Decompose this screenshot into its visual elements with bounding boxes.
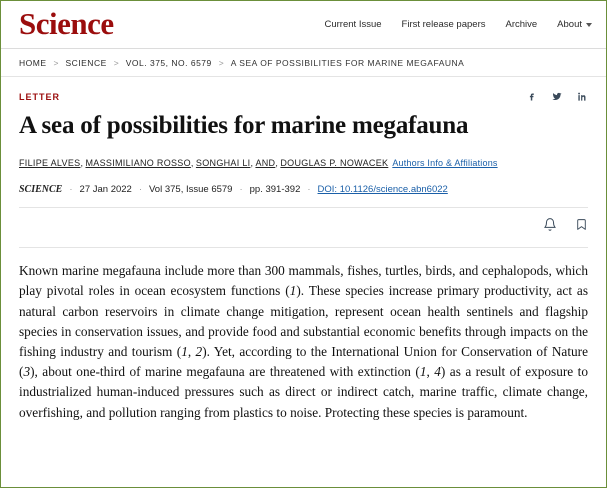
bookmark-icon[interactable] [575, 217, 588, 237]
breadcrumb-separator: > [218, 57, 224, 68]
author-list [19, 157, 588, 171]
meta-separator: · [69, 184, 73, 196]
linkedin-icon[interactable] [577, 91, 588, 102]
breadcrumb-separator: > [53, 57, 59, 68]
author-name[interactable]: DOUGLAS P. NOWACEK [280, 157, 389, 168]
breadcrumb-item-science[interactable]: SCIENCE [65, 57, 107, 68]
article-body-paragraph: Known marine megafauna include more than 300 mammals, fishes, turtles, birds, and cephalopods, which play pivotal roles in ocean ecosystem functions (1). These species increase primary productivity, act as natural carbon reservoirs in climate change mitigation, represent ocean health sentinels and flagship species in conservation issues, and provide food and substantial economic benefits through impacts on the fishing industry and tourism (1, 2). Yet, according to the International Union for Conservation of Nature (3), about one-third of marine megafauna are threatened with extinction (1, 4) as a result of exposure to industrialized human-induced pressures such as direct or indirect catch, marine traffic, climate change, overfishing, and pollution ranging from plastics to noise. Protecting these species is paramount. [19, 263, 589, 420]
breadcrumb-item-current: A SEA OF POSSIBILITIES FOR MARINE MEGAFAUNA [230, 57, 465, 68]
article-header [1, 77, 606, 248]
authors-info-affiliations-link[interactable]: Authors Info & Affiliations [392, 157, 498, 168]
author-name[interactable]: MASSIMILIANO ROSSO [85, 157, 191, 168]
article-meta [19, 184, 588, 208]
nav-item-current-issue[interactable]: Current Issue [324, 19, 382, 30]
meta-separator: · [239, 184, 243, 196]
twitter-icon[interactable] [551, 91, 563, 102]
author-name[interactable]: SONGHAI LI [195, 157, 251, 168]
article-type-row [19, 91, 588, 102]
share-icons [526, 91, 588, 102]
main-nav [325, 19, 593, 30]
breadcrumb-item-home[interactable]: HOME [19, 57, 47, 68]
author-separator: , [250, 157, 256, 168]
doi-link[interactable]: DOI: 10.1126/science.abn6022 [317, 184, 448, 196]
alert-bell-icon[interactable] [543, 217, 557, 237]
chevron-down-icon [586, 23, 592, 27]
meta-pages: pp. 391-392 [249, 184, 301, 196]
article-type-badge: LETTER [19, 91, 60, 102]
meta-journal: SCIENCE [19, 184, 63, 196]
author-name[interactable]: FILIPE ALVES [19, 157, 81, 168]
nav-item-archive[interactable]: Archive [505, 19, 538, 30]
meta-separator: · [138, 184, 142, 196]
site-header [1, 1, 606, 49]
author-conjunction: AND [255, 157, 276, 168]
author-separator: , [275, 157, 281, 168]
author-separator: , [80, 157, 86, 168]
page-title: A sea of possibilities for marine megafauna [19, 112, 469, 139]
science-logo[interactable]: Science [19, 5, 114, 41]
breadcrumb-item-volume[interactable]: VOL. 375, NO. 6579 [125, 57, 212, 68]
nav-item-about[interactable] [557, 19, 592, 30]
meta-separator: · [307, 184, 311, 196]
meta-volume-issue: Vol 375, Issue 6579 [149, 184, 233, 196]
facebook-icon[interactable] [526, 91, 537, 102]
article-actions [19, 208, 588, 248]
nav-item-about-label: About [557, 19, 582, 30]
nav-item-first-release-papers[interactable]: First release papers [401, 19, 486, 30]
breadcrumb [1, 49, 606, 77]
breadcrumb-separator: > [113, 57, 119, 68]
author-separator: , [190, 157, 196, 168]
meta-date: 27 Jan 2022 [79, 184, 132, 196]
